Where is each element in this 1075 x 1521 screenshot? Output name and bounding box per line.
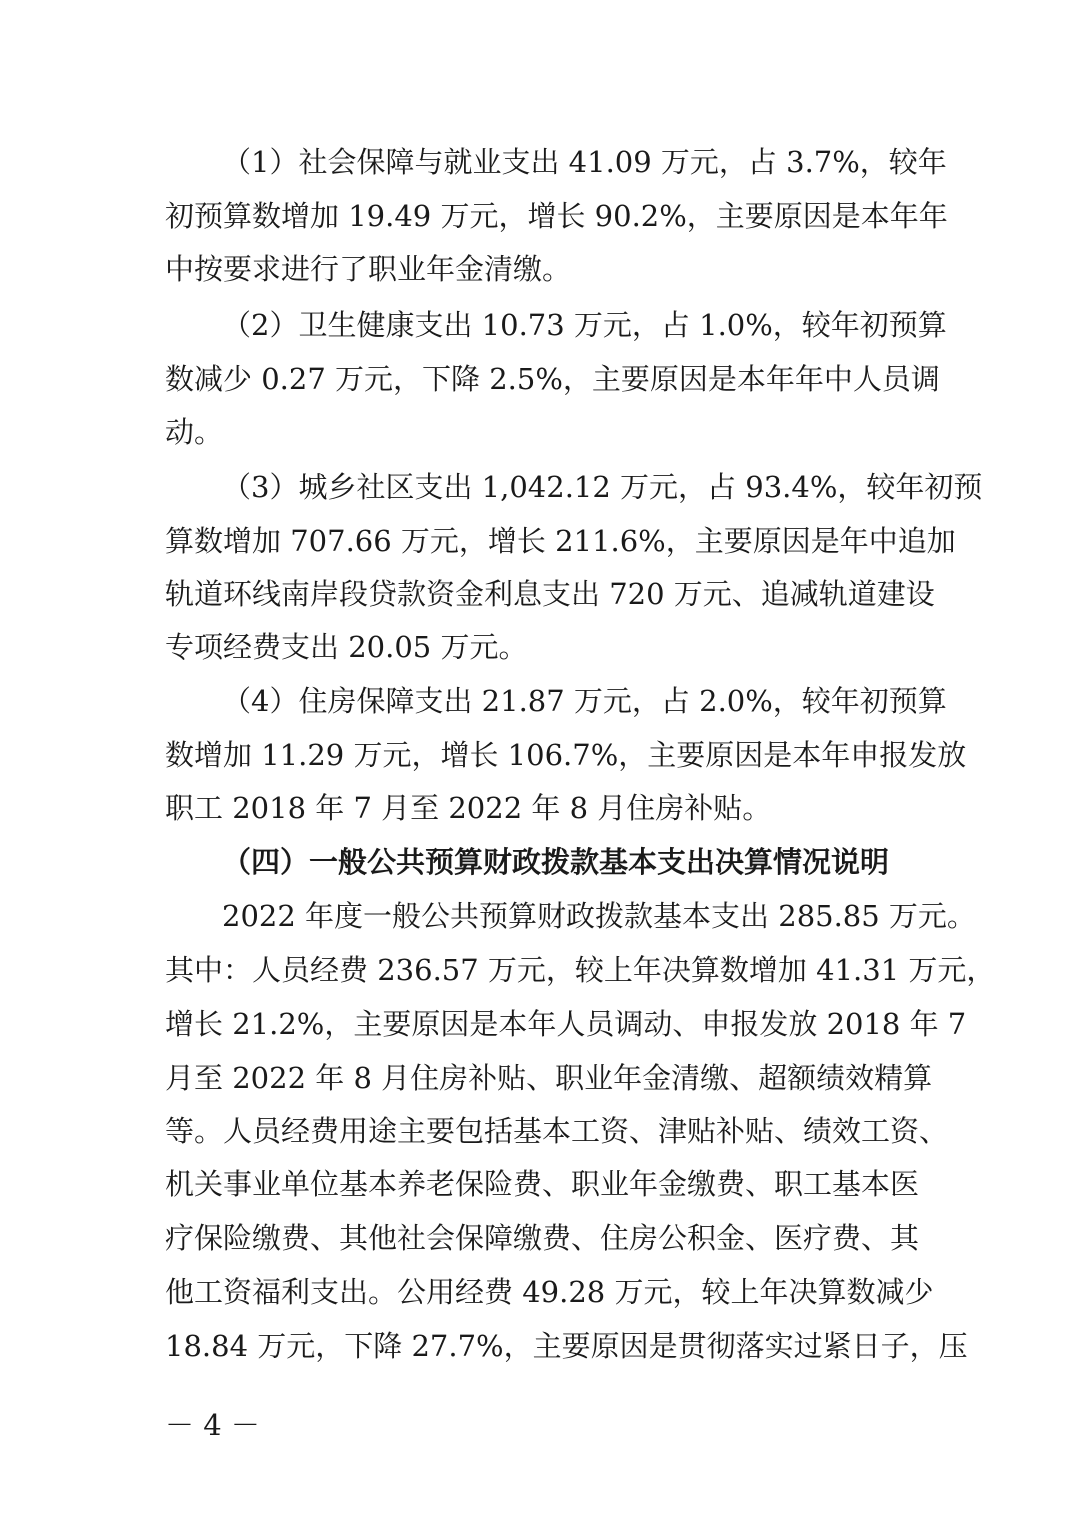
text-line: 职工 2018 年 7 月至 2022 年 8 月住房补贴。 (165, 791, 772, 825)
text-line: 疗保险缴费、其他社会保障缴费、住房公积金、医疗费、其 (165, 1221, 920, 1255)
text-line: 数增加 11.29 万元，增长 106.7%，主要原因是本年申报发放 (165, 738, 967, 772)
text-line: （4）住房保障支出 21.87 万元，占 2.0%，较年初预算 (222, 684, 947, 718)
text-line: 专项经费支出 20.05 万元。 (165, 630, 528, 664)
text-line: 增长 21.2%，主要原因是本年人员调动、申报发放 2018 年 7 (165, 1007, 967, 1041)
text-line: （1）社会保障与就业支出 41.09 万元，占 3.7%，较年 (222, 145, 947, 179)
text-line: 等。人员经费用途主要包括基本工资、津贴补贴、绩效工资、 (165, 1114, 949, 1148)
text-line: 数减少 0.27 万元，下降 2.5%，主要原因是本年年中人员调 (165, 362, 940, 396)
text-line: 中按要求进行了职业年金清缴。 (165, 252, 572, 286)
text-line: （3）城乡社区支出 1,042.12 万元，占 93.4%，较年初预 (222, 470, 983, 504)
text-line: 动。 (165, 415, 224, 449)
text-line: 算数增加 707.66 万元，增长 211.6%，主要原因是年中追加 (165, 524, 956, 558)
text-line: 他工资福利支出。公用经费 49.28 万元，较上年决算数减少 (165, 1275, 934, 1309)
text-line: 其中：人员经费 236.57 万元，较上年决算数增加 41.31 万元， (165, 953, 996, 987)
text-line: （2）卫生健康支出 10.73 万元，占 1.0%，较年初预算 (222, 308, 947, 342)
section-heading: （四）一般公共预算财政拨款基本支出决算情况说明 (222, 845, 890, 879)
text-line: 初预算数增加 19.49 万元，增长 90.2%，主要原因是本年年 (165, 199, 948, 233)
text-line: 18.84 万元，下降 27.7%，主要原因是贯彻落实过紧日子，压 (165, 1329, 968, 1363)
page-number: － 4 － (165, 1408, 260, 1442)
text-line: 轨道环线南岸段贷款资金利息支出 720 万元、追减轨道建设 (165, 577, 935, 611)
text-line: 机关事业单位基本养老保险费、职业年金缴费、职工基本医 (165, 1167, 920, 1201)
text-line: 2022 年度一般公共预算财政拨款基本支出 285.85 万元。 (222, 899, 976, 933)
text-line: 月至 2022 年 8 月住房补贴、职业年金清缴、超额绩效精算 (165, 1061, 933, 1095)
